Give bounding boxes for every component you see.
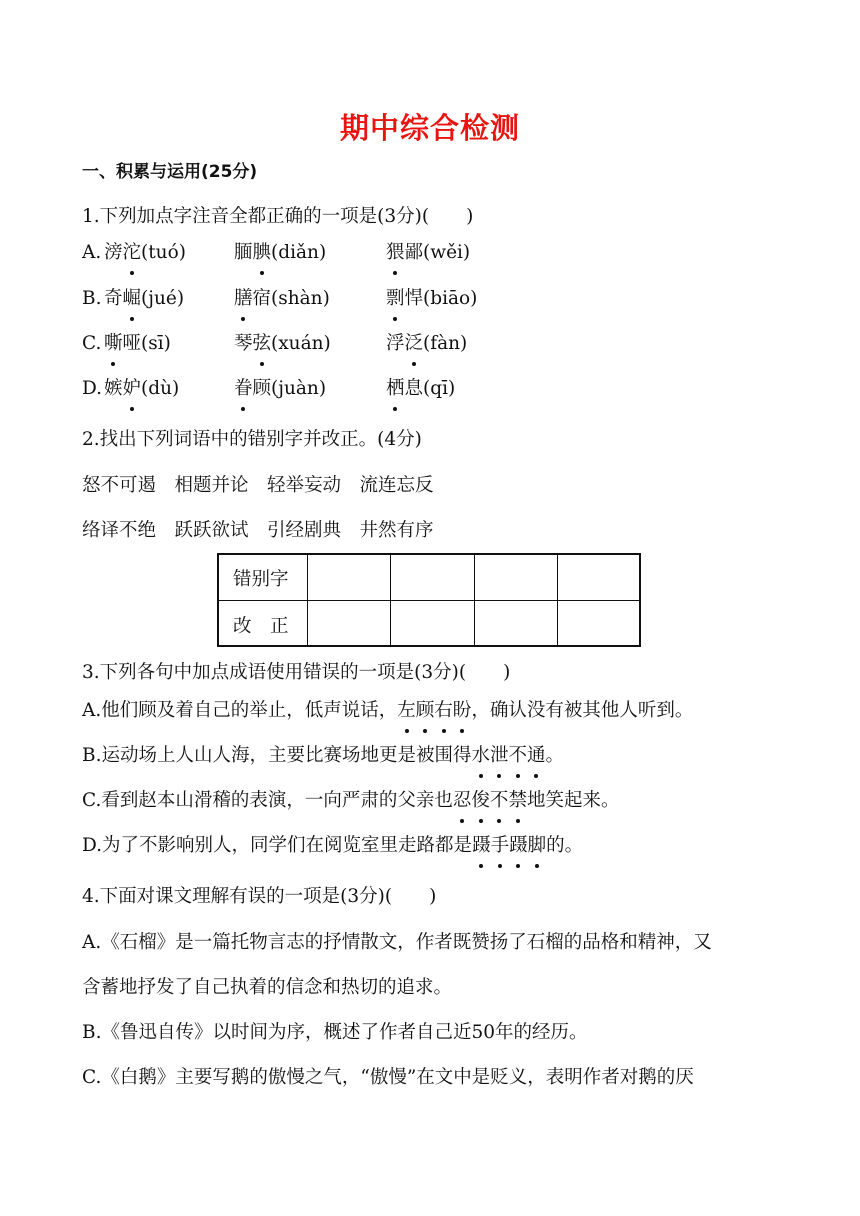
question-4-option-b: B.《鲁迅自传》以时间为序，概述了作者自己近50年的经历。 [82,1022,588,1043]
question-4-option-c: C.《白鹅》主要写鹅的傲慢之气，“傲慢”在文中是贬义，表明作者对鹅的厌 [82,1067,694,1088]
option-item: 嫉妒(dù) [104,376,179,402]
dotted-char: 猥 [386,240,405,266]
answer-table [217,553,641,647]
dotted-char: 忍 [453,788,472,814]
table-label-correction: 改 正 [233,616,289,637]
dotted-char: 右 [434,698,453,724]
option-item: 眷顾(juàn) [234,376,326,402]
dotted-char: 不 [490,788,509,814]
option-item: 浮泛(fàn) [386,331,467,357]
question-1-option-a [82,240,782,266]
dotted-char: 嘶 [104,331,123,357]
question-3-stem: 3.下列各句中加点成语使用错误的一项是(3分)( ) [82,662,511,683]
dotted-char: 栖 [386,376,405,402]
dotted-char: 左 [397,698,416,724]
dotted-char: 蹑 [509,833,528,859]
question-1-option-b [82,286,782,312]
option-item: 剽悍(biāo) [386,286,477,312]
dotted-char: 崛 [123,286,142,312]
section-heading: 一、积累与运用(25分) [82,162,258,182]
dotted-char: 顾 [416,698,435,724]
option-item: 栖息(qī) [386,376,455,402]
dotted-char: 盼 [453,698,472,724]
dotted-char: 蹑 [472,833,491,859]
dotted-char: 剽 [386,286,405,312]
question-3-option-c: C.看到赵本山滑稽的表演，一向严肃的父亲也忍俊不禁地笑起来。 [82,788,619,814]
question-4-option-a-line-2: 含蓄地抒发了自己执着的信念和热切的追求。 [82,977,453,998]
question-2-words-row-1: 怒不可遏 相题并论 轻举妄动 流连忘反 [82,475,434,496]
question-3-option-b: B.运动场上人山人海，主要比赛场地更是被围得水泄不通。 [82,743,564,769]
dotted-char: 沱 [123,240,142,266]
table-divider [307,555,308,645]
dotted-char: 脚 [528,833,547,859]
option-letter: C. [82,333,102,354]
question-3-option-d: D.为了不影响别人，同学们在阅览室里走路都是蹑手蹑脚的。 [82,833,583,859]
option-item: 嘶哑(sī) [104,331,171,357]
dotted-char: 手 [491,833,510,859]
table-label-wrong-char: 错别字 [233,569,289,590]
option-letter: A. [82,242,102,263]
dotted-char: 俊 [471,788,490,814]
option-item: 腼腆(diǎn) [234,240,326,266]
table-divider [474,555,475,645]
question-3-option-a: A.他们顾及着自己的举止，低声说话，左顾右盼，确认没有被其他人听到。 [82,698,693,724]
option-item: 琴弦(xuán) [234,331,331,357]
question-4-option-a-line-1: A.《石榴》是一篇托物言志的抒情散文，作者既赞扬了石榴的品格和精神，又 [82,932,712,953]
option-letter: B. [82,288,102,309]
question-1-stem: 1.下列加点字注音全都正确的一项是(3分)( ) [82,206,474,227]
question-1-option-c [82,331,782,357]
table-divider [390,555,391,645]
dotted-char: 水 [471,743,490,769]
dotted-char: 弦 [253,331,272,357]
question-2-stem: 2.找出下列词语中的错别字并改正。(4分) [82,429,422,450]
table-divider [219,600,639,601]
question-2-words-row-2: 络译不绝 跃跃欲试 引经剧典 井然有序 [82,520,434,541]
dotted-char: 眷 [234,376,253,402]
option-letter: D. [82,378,103,399]
option-item: 奇崛(jué) [104,286,184,312]
dotted-char: 不 [509,743,528,769]
table-divider [557,555,558,645]
dotted-char: 妒 [123,376,142,402]
option-item: 膳宿(shàn) [234,286,330,312]
question-1-option-d [82,376,782,402]
question-4-stem: 4.下面对课文理解有误的一项是(3分)( ) [82,886,437,907]
option-item: 滂沱(tuó) [104,240,186,266]
dotted-char: 膳 [234,286,253,312]
dotted-char: 禁 [508,788,527,814]
dotted-char: 腆 [253,240,272,266]
dotted-char: 泛 [405,331,424,357]
dotted-char: 泄 [490,743,509,769]
dotted-char: 通 [527,743,546,769]
option-item: 猥鄙(wěi) [386,240,470,266]
page-title: 期中综合检测 [339,111,520,145]
